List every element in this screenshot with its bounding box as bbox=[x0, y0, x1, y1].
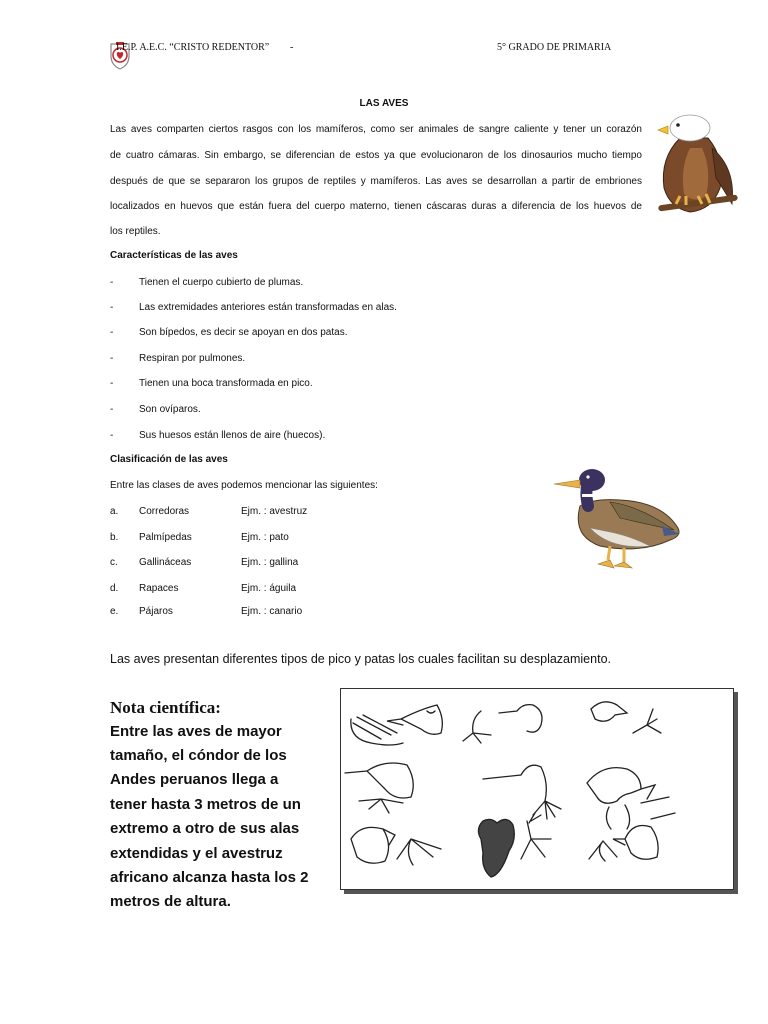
class-name: Gallináceas bbox=[139, 557, 192, 568]
page-title: LAS AVES bbox=[359, 98, 409, 109]
bullet: - bbox=[110, 404, 114, 415]
class-example: Ejm. : canario bbox=[241, 606, 303, 617]
nota-line: Andes peruanos llega a bbox=[110, 771, 279, 788]
intro-line: localizados en huevos que están fuera del cuerpo materno, tienen cáscaras duras a diferencia de los huevos de bbox=[110, 201, 642, 212]
intro-line: Las aves comparten ciertos rasgos con los mamíferos, como ser animales de sangre caliente y tener un corazón bbox=[110, 124, 642, 135]
characteristics-heading: Características de las aves bbox=[110, 250, 238, 261]
nota-line: africano alcanza hasta los 2 bbox=[110, 869, 309, 886]
class-letter: a. bbox=[110, 506, 119, 517]
classification-heading: Clasificación de las aves bbox=[110, 454, 228, 465]
bullet: - bbox=[110, 353, 114, 364]
intro-line: después de que se separaron los grupos de reptiles y mamíferos. Las aves se desarrollan a partir de embriones bbox=[110, 176, 642, 187]
bullet: - bbox=[110, 327, 114, 338]
class-example: Ejm. : pato bbox=[241, 532, 289, 543]
intro-line: de cuatro cámaras. Sin embargo, se diferencian de estos ya que evolucionaron de los dinosaurios mucho tiempo bbox=[110, 150, 642, 161]
classification-intro: Entre las clases de aves podemos mencionar las siguientes: bbox=[110, 480, 378, 491]
bullet: - bbox=[110, 378, 114, 389]
class-name: Pájaros bbox=[139, 606, 173, 617]
class-letter: b. bbox=[110, 532, 119, 543]
class-letter: e. bbox=[110, 606, 119, 617]
class-name: Rapaces bbox=[139, 583, 179, 594]
duck-illustration bbox=[550, 466, 686, 576]
characteristic-item: Tienen una boca transformada en pico. bbox=[139, 378, 313, 389]
class-example: Ejm. : gallina bbox=[241, 557, 299, 568]
nota-line: Entre las aves de mayor bbox=[110, 723, 282, 740]
characteristic-item: Son ovíparos. bbox=[139, 404, 201, 415]
header-separator: - bbox=[290, 42, 294, 53]
class-name: Palmípedas bbox=[139, 532, 192, 543]
school-name: I.E.P. A.E.C. “CRISTO REDENTOR” bbox=[116, 42, 270, 53]
class-letter: c. bbox=[110, 557, 118, 568]
eagle-illustration bbox=[650, 108, 742, 220]
beaks-and-feet-illustration bbox=[340, 688, 734, 890]
nota-line: tamaño, el cóndor de los bbox=[110, 747, 287, 764]
nota-line: tener hasta 3 metros de un bbox=[110, 796, 301, 813]
grade-label: 5° GRADO DE PRIMARIA bbox=[497, 42, 612, 53]
nota-title: Nota científica: bbox=[110, 698, 221, 717]
bullet: - bbox=[110, 277, 114, 288]
characteristic-item: Tienen el cuerpo cubierto de plumas. bbox=[139, 277, 304, 288]
nota-line: extremo a otro de sus alas bbox=[110, 820, 300, 837]
class-example: Ejm. : águila bbox=[241, 583, 297, 594]
class-name: Corredoras bbox=[139, 506, 190, 517]
beaks-sentence: Las aves presentan diferentes tipos de pico y patas los cuales facilitan su desplazamiento. bbox=[110, 652, 611, 666]
nota-line: metros de altura. bbox=[110, 893, 231, 910]
intro-line: los reptiles. bbox=[110, 226, 161, 237]
nota-line: extendidas y el avestruz bbox=[110, 845, 283, 862]
bullet: - bbox=[110, 430, 114, 441]
characteristic-item: Sus huesos están llenos de aire (huecos). bbox=[139, 430, 326, 441]
characteristic-item: Las extremidades anteriores están transformadas en alas. bbox=[139, 302, 397, 313]
characteristic-item: Son bípedos, es decir se apoyan en dos patas. bbox=[139, 327, 348, 338]
class-letter: d. bbox=[110, 583, 119, 594]
characteristic-item: Respiran por pulmones. bbox=[139, 353, 246, 364]
bullet: - bbox=[110, 302, 114, 313]
class-example: Ejm. : avestruz bbox=[241, 506, 308, 517]
